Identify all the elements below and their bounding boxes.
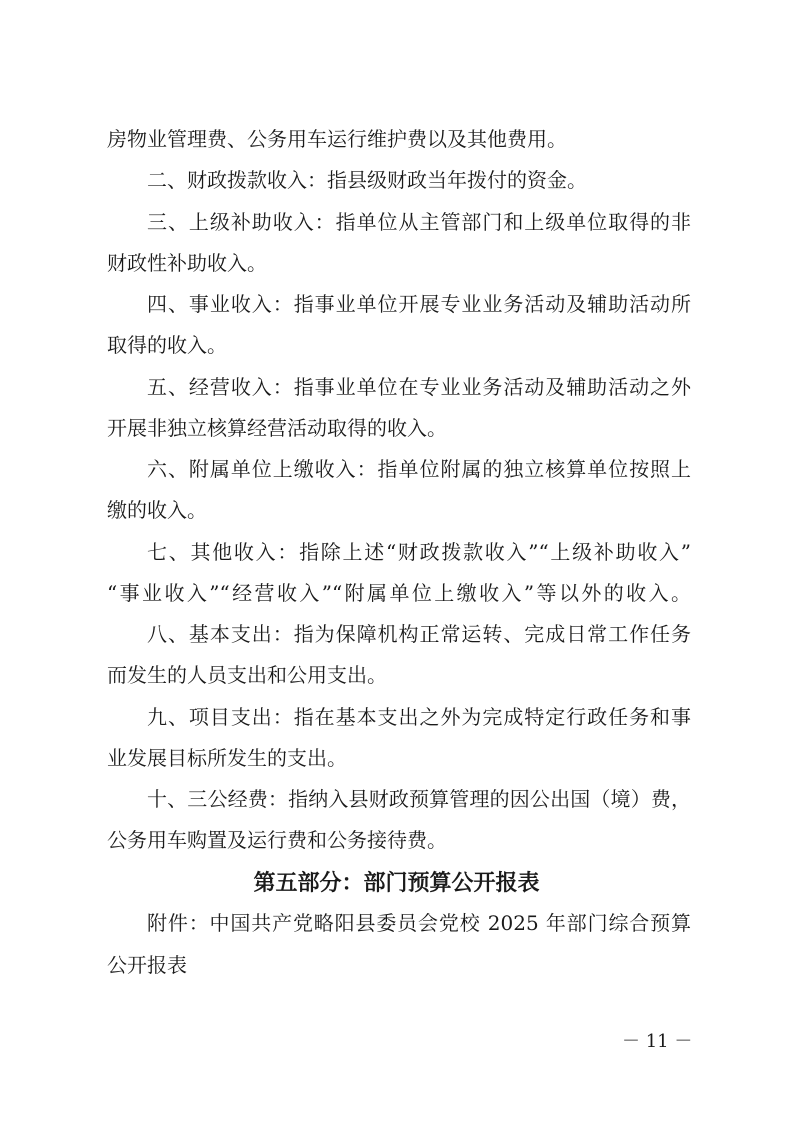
text-line: 而发生的人员支出和公用支出。 <box>107 663 387 687</box>
text-line: 取得的收入。 <box>107 333 227 357</box>
text-line: 八、基本支出：指为保障机构正常运转、完成日常工作任务 <box>147 622 691 646</box>
text-line: 九、项目支出：指在基本支出之外为完成特定行政任务和事 <box>147 705 691 729</box>
text-line: 三、上级补助收入：指单位从主管部门和上级单位取得的非 <box>147 210 691 234</box>
text-line: 财政性补助收入。 <box>107 251 267 275</box>
text-line: 开展非独立核算经营活动取得的收入。 <box>107 416 447 440</box>
text-line: 十、三公经费：指纳入县财政预算管理的因公出国（境）费， <box>147 787 691 811</box>
text-line: 房物业管理费、公务用车运行维护费以及其他费用。 <box>107 127 567 151</box>
text-line: 四、事业收入：指事业单位开展专业业务活动及辅助活动所 <box>147 292 691 316</box>
text-line: “事业收入”“经营收入”“附属单位上缴收入”等以外的收入。 <box>107 581 691 605</box>
section-heading: 第五部分：部门预算公开报表 <box>253 870 540 896</box>
text-line: 公务用车购置及运行费和公务接待费。 <box>107 828 447 852</box>
text-line: 七、其他收入：指除上述“财政拨款收入”“上级补助收入” <box>147 540 691 564</box>
text-line: 五、经营收入：指事业单位在专业业务活动及辅助活动之外 <box>147 375 691 399</box>
attachment-line: 公开报表 <box>107 953 187 977</box>
text-line: 二、财政拨款收入：指县级财政当年拨付的资金。 <box>147 168 587 192</box>
attachment-line: 附件：中国共产党略阳县委员会党校 2025 年部门综合预算 <box>147 911 691 935</box>
page-number: － 11 － <box>622 1031 693 1052</box>
text-line: 业发展目标所发生的支出。 <box>107 746 347 770</box>
text-line: 六、附属单位上缴收入：指单位附属的独立核算单位按照上 <box>147 457 691 481</box>
text-line: 缴的收入。 <box>107 498 207 522</box>
